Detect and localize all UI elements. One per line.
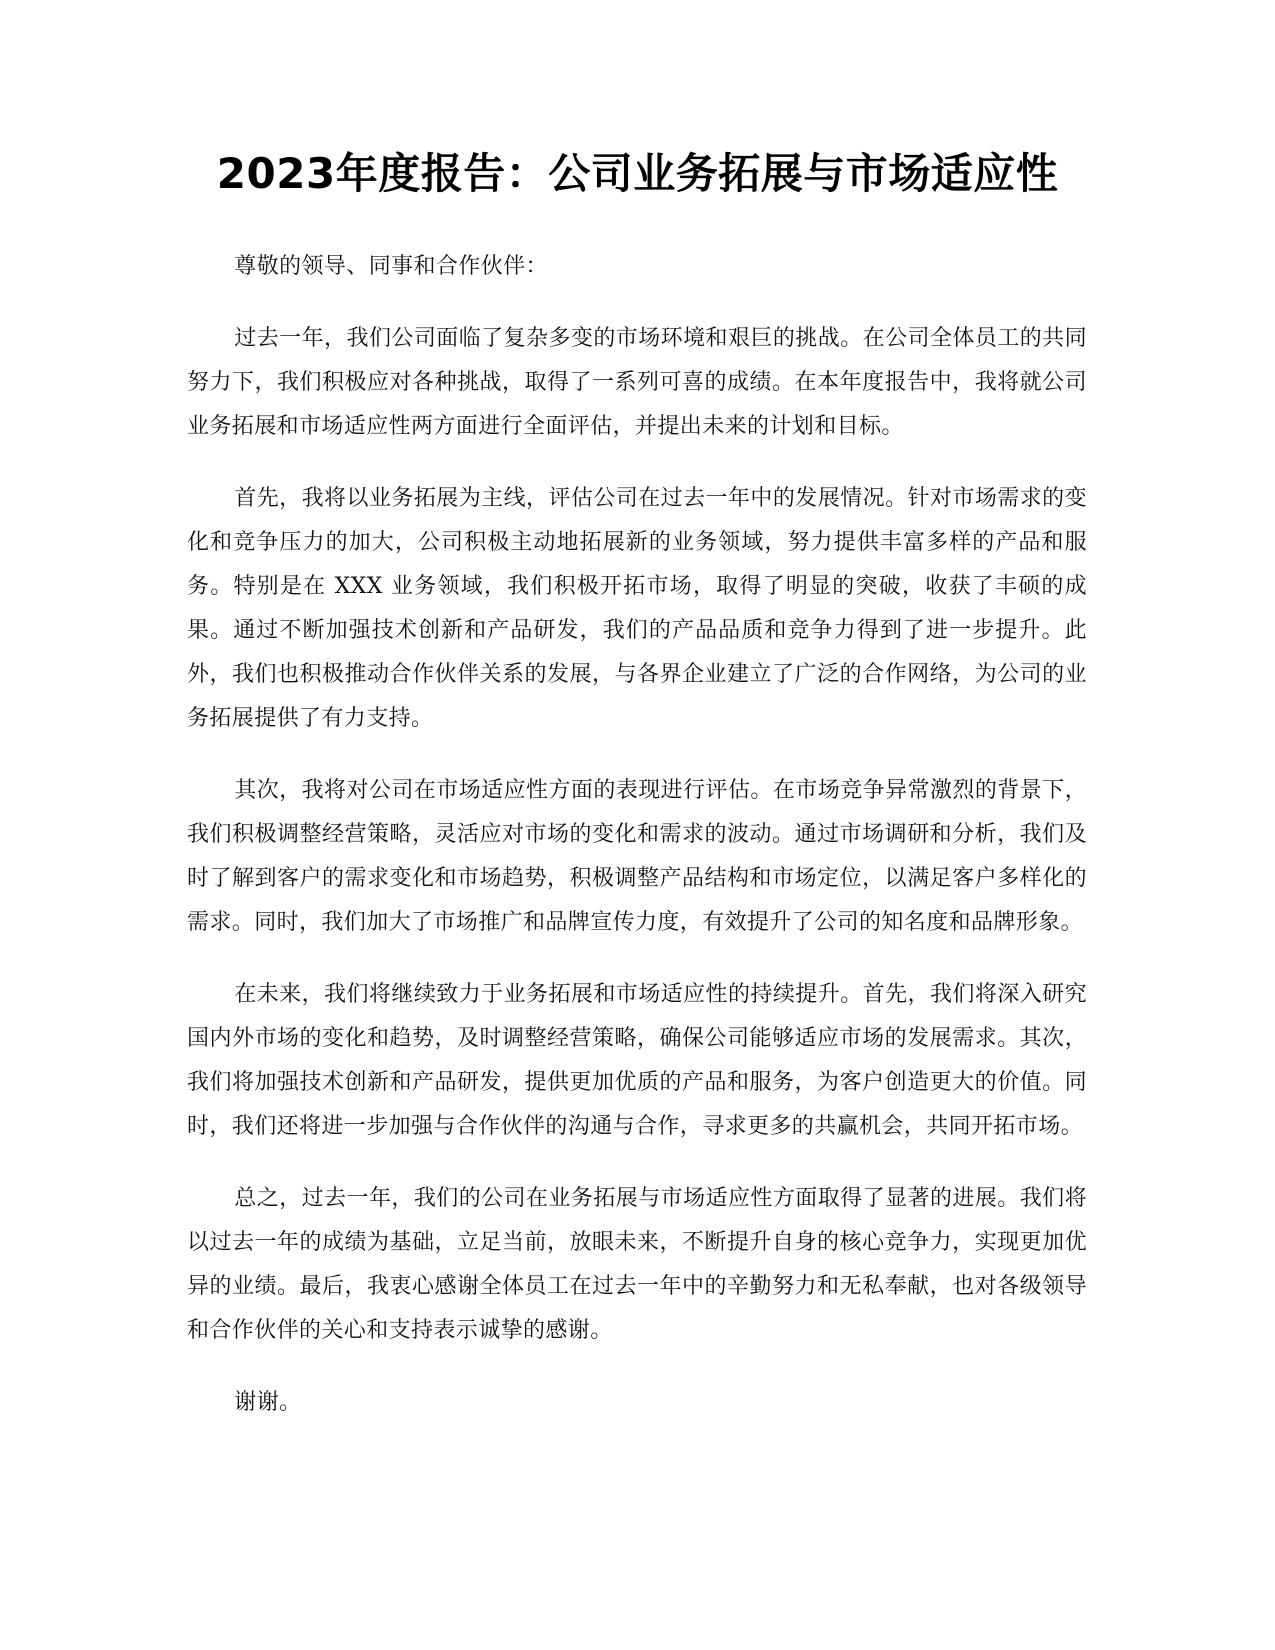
closing-paragraph: 谢谢。 (234, 1390, 302, 1415)
business-expansion-paragraph: 首先，我将以业务拓展为主线，评估公司在过去一年中的发展情况。针对市场需求的变化和竞争压力的加大，公司积极主动地拓展新的业务领域，努力提供丰富多样的产品和服务。特别是在 XXX 业务领域，我们积极开拓市场，取得了明显的突破，收获了丰硕的成果。通过不断加强技术创新和产品研发，我们的产品品质和竞争力得到了进一步提升。此外，我们也积极推动合作伙伴关系的发展，与各界企业建立了广泛的合作网络，为公司的业务拓展提供了有力支持。 (187, 486, 1087, 731)
conclusion-paragraph: 总之，过去一年，我们的公司在业务拓展与市场适应性方面取得了显著的进展。我们将以过去一年的成绩为基础，立足当前，放眼未来，不断提升自身的核心竞争力，实现更加优异的业绩。最后，我衷心感谢全体员工在过去一年中的辛勤努力和无私奉献，也对各级领导和合作伙伴的关心和支持表示诚挚的感谢。 (187, 1186, 1087, 1343)
intro-paragraph: 过去一年，我们公司面临了复杂多变的市场环境和艰巨的挑战。在公司全体员工的共同努力下，我们积极应对各种挑战，取得了一系列可喜的成绩。在本年度报告中，我将就公司业务拓展和市场适应性两方面进行全面评估，并提出未来的计划和目标。 (187, 326, 1087, 439)
future-plan-paragraph: 在未来，我们将继续致力于业务拓展和市场适应性的持续提升。首先，我们将深入研究国内外市场的变化和趋势，及时调整经营策略，确保公司能够适应市场的发展需求。其次，我们将加强技术创新和产品研发，提供更加优质的产品和服务，为客户创造更大的价值。同时，我们还将进一步加强与合作伙伴的沟通与合作，寻求更多的共赢机会，共同开拓市场。 (187, 982, 1087, 1139)
market-adaptability-paragraph: 其次，我将对公司在市场适应性方面的表现进行评估。在市场竞争异常激烈的背景下，我们积极调整经营策略，灵活应对市场的变化和需求的波动。通过市场调研和分析，我们及时了解到客户的需求变化和市场趋势，积极调整产品结构和市场定位，以满足客户多样化的需求。同时，我们加大了市场推广和品牌宣传力度，有效提升了公司的知名度和品牌形象。 (187, 778, 1087, 935)
document-title: 2023年度报告：公司业务拓展与市场适应性 (216, 149, 1059, 198)
salutation-paragraph: 尊敬的领导、同事和合作伙伴： (234, 254, 548, 279)
document-body (187, 245, 1087, 1453)
